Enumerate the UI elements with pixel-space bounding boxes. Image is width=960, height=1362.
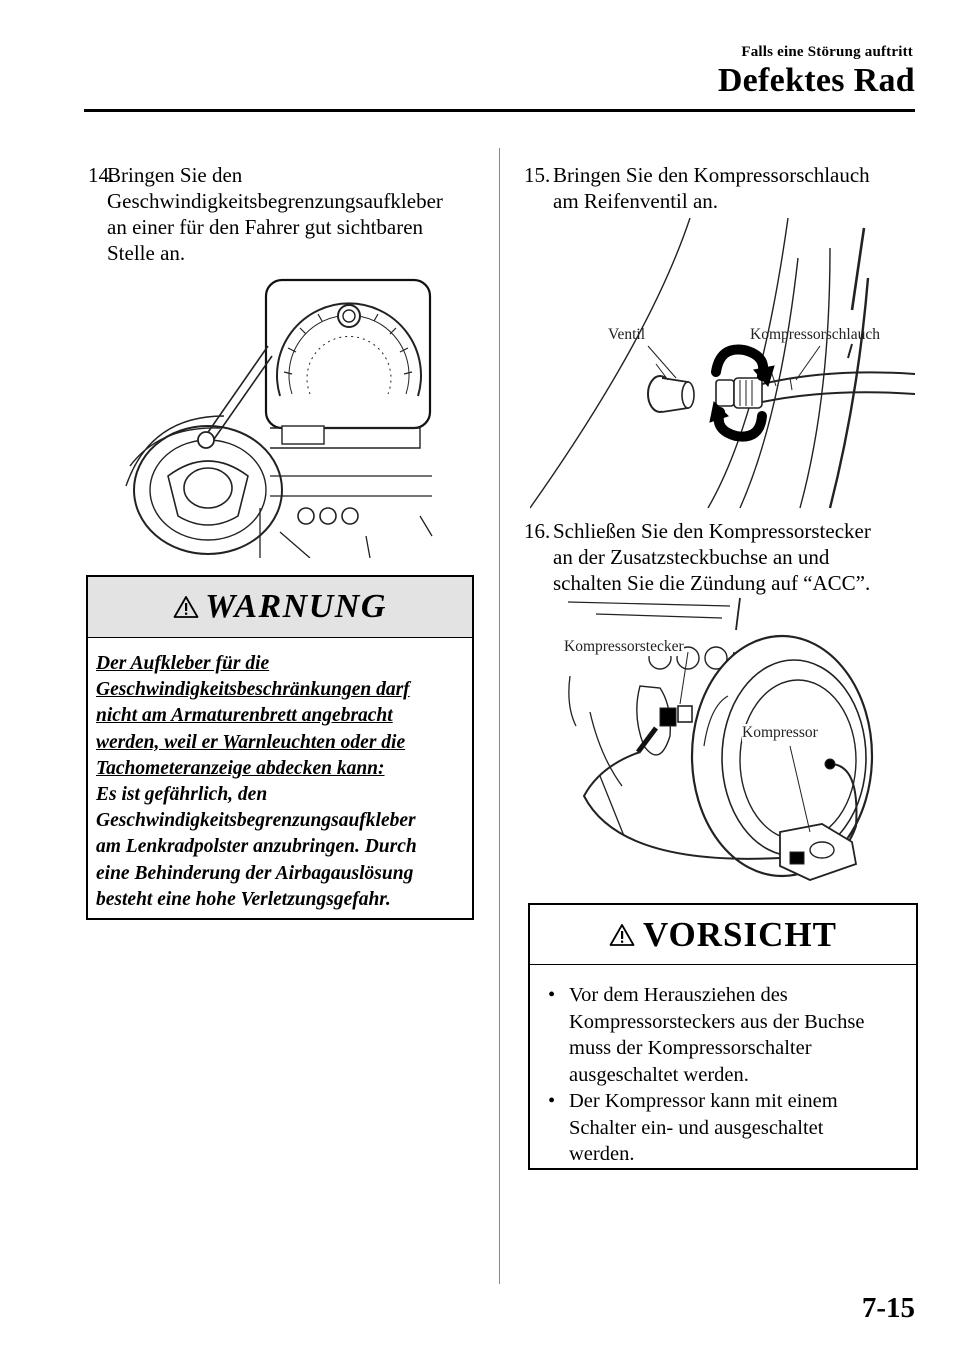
- chapter-title: Falls eine Störung auftritt: [741, 44, 913, 60]
- caution-triangle-icon: [609, 923, 635, 947]
- caution-line: werden.: [569, 1143, 635, 1165]
- bullet-dot: •: [548, 1090, 556, 1112]
- warning-box: [86, 575, 474, 920]
- warning-line: werden, weil er Warnleuchten oder die: [96, 731, 406, 753]
- compressor-illustration: [560, 596, 880, 892]
- step-line: am Reifenventil an.: [553, 189, 719, 213]
- caution-item: [542, 1088, 906, 1168]
- compressor-label: Kompressor: [742, 724, 818, 741]
- step-16: [524, 518, 934, 596]
- warning-line: Tachometeranzeige abdecken kann:: [96, 757, 385, 779]
- warning-line: Geschwindigkeitsbegrenzungsaufkleber: [96, 810, 416, 832]
- valve-hose-illustration: [530, 218, 915, 510]
- caution-line: Kompressorsteckers aus der Buchse: [569, 1010, 865, 1033]
- header-rule: [84, 109, 915, 112]
- warning-line: besteht eine hohe Verletzungsgefahr.: [96, 888, 391, 910]
- valve-label: Ventil: [608, 326, 646, 343]
- warning-line: nicht am Armaturenbrett angebracht: [96, 705, 393, 727]
- compressor-plug-label: Kompressorstecker: [564, 638, 684, 655]
- warning-text: [88, 638, 472, 913]
- valve-hose-drawing: [530, 218, 915, 510]
- step-line: Stelle an.: [107, 241, 186, 265]
- step-15: [524, 162, 924, 214]
- caution-line: muss der Kompressorschalter: [569, 1037, 812, 1059]
- step-line: Schließen Sie den Kompressorstecker: [553, 519, 871, 543]
- warning-triangle-icon: [173, 595, 199, 619]
- step-number: 14.: [88, 163, 115, 187]
- step-number: 16.: [524, 519, 551, 543]
- page-number: 7-15: [861, 1292, 915, 1324]
- warning-line: eine Behinderung der Airbagauslösung: [96, 862, 414, 884]
- caution-text: [530, 965, 916, 1168]
- step-number: 15.: [524, 163, 551, 187]
- column-divider: [499, 148, 500, 1284]
- step-line: an einer für den Fahrer gut sichtbaren: [107, 215, 424, 239]
- page-title: Defektes Rad: [717, 62, 915, 99]
- step-line: Bringen Sie den Kompressorschlauch: [553, 163, 870, 187]
- step-line: Geschwindigkeitsbegrenzungsaufkleber: [107, 189, 443, 213]
- step-14: [88, 162, 488, 266]
- warning-line: Geschwindigkeitsbeschränkungen darf: [96, 679, 410, 701]
- caution-line: Der Kompressor kann mit einem: [569, 1090, 838, 1112]
- warning-line: Es ist gefährlich, den: [96, 784, 268, 806]
- step-line: Bringen Sie den: [107, 163, 243, 187]
- warning-header: [88, 577, 472, 638]
- caution-line: Vor dem Herausziehen des: [569, 984, 788, 1006]
- caution-line: ausgeschaltet werden.: [569, 1063, 749, 1086]
- caution-line: Schalter ein- und ausgeschaltet: [569, 1116, 824, 1139]
- bullet-dot: •: [548, 984, 556, 1006]
- warning-title: WARNUNG: [205, 588, 387, 625]
- dashboard-sticker-illustration: [120, 276, 440, 558]
- step-line: schalten Sie die Zündung auf “ACC”.: [553, 571, 871, 595]
- caution-header: [530, 905, 916, 965]
- caution-box: [528, 903, 918, 1170]
- caution-title: VORSICHT: [642, 914, 837, 954]
- step-line: an der Zusatzsteckbuchse an und: [553, 545, 830, 569]
- warning-line: Der Aufkleber für die: [96, 653, 270, 674]
- warning-line: am Lenkradpolster anzubringen. Durch: [96, 836, 417, 858]
- hose-label: Kompressorschlauch: [750, 326, 880, 343]
- caution-item: [542, 982, 906, 1088]
